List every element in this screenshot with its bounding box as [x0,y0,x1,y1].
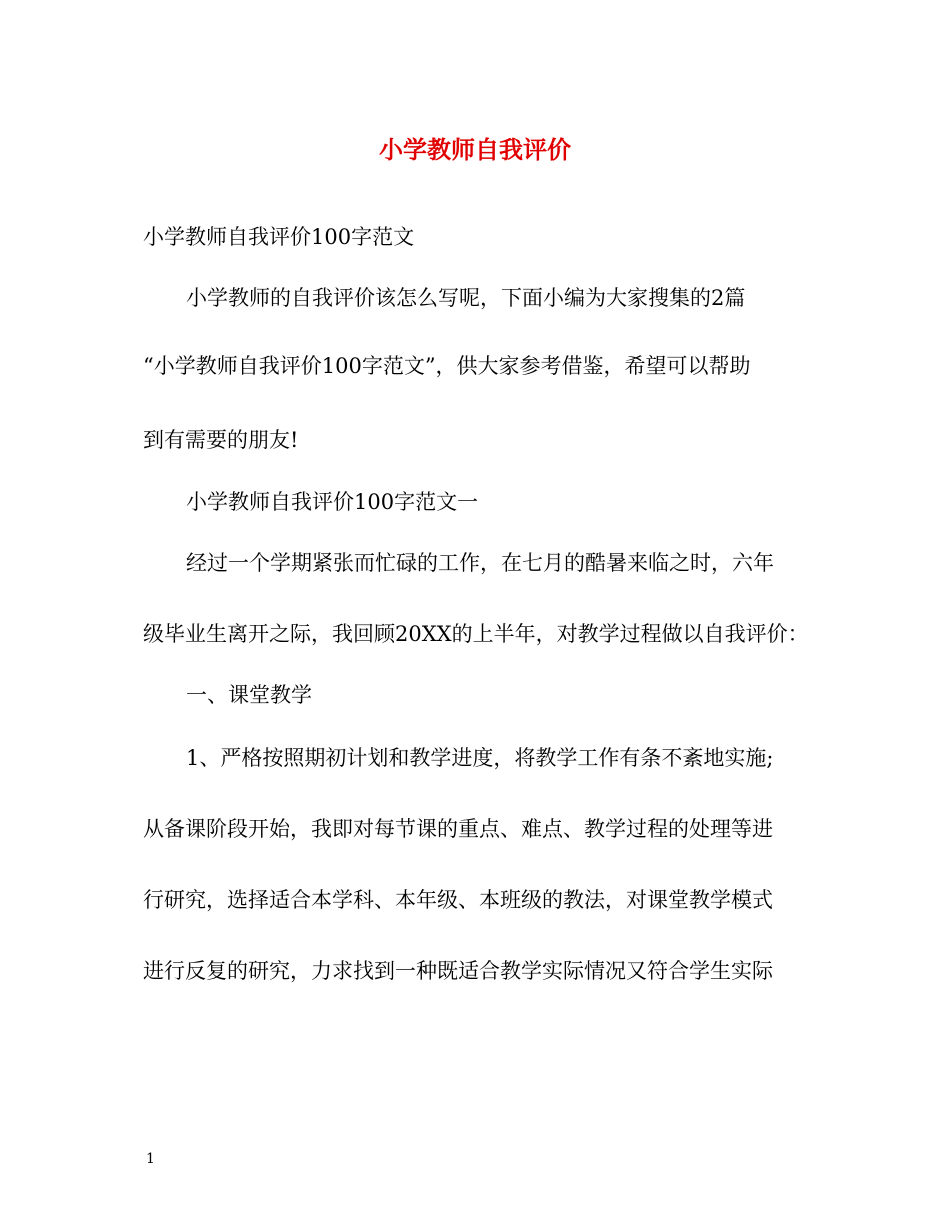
document-title: 小学教师自我评价 [379,135,571,164]
text-line-intro-1: 小学教师的自我评价该怎么写呢，下面小编为大家搜集的2篇 [186,286,746,310]
text-line-section-heading: 小学教师自我评价100字范文一 [186,490,479,514]
text-line-paragraph-1a: 经过一个学期紧张而忙碌的工作，在七月的酷暑来临之时，六年 [186,551,774,575]
text-line-subheading: 一、课堂教学 [186,683,312,707]
text-line-subtitle: 小学教师自我评价100字范文 [143,225,415,249]
text-line-paragraph-2b: 从备课阶段开始，我即对每节课的重点、难点、教学过程的处理等进 [143,817,773,841]
text-line-paragraph-2c: 行研究，选择适合本学科、本年级、本班级的教法，对课堂教学模式 [143,888,773,912]
text-line-intro-3: 到有需要的朋友! [143,428,299,452]
page-number: 1 [146,1151,155,1167]
text-line-intro-2: “小学教师自我评价100字范文”，供大家参考借鉴，希望可以帮助 [143,354,751,378]
text-line-paragraph-1b: 级毕业生离开之际，我回顾20XX的上半年，对教学过程做以自我评价： [143,622,809,646]
text-line-paragraph-2a: 1、严格按照期初计划和教学进度，将教学工作有条不紊地实施; [186,746,774,770]
text-line-paragraph-2d: 进行反复的研究，力求找到一种既适合教学实际情况又符合学生实际 [143,959,773,983]
